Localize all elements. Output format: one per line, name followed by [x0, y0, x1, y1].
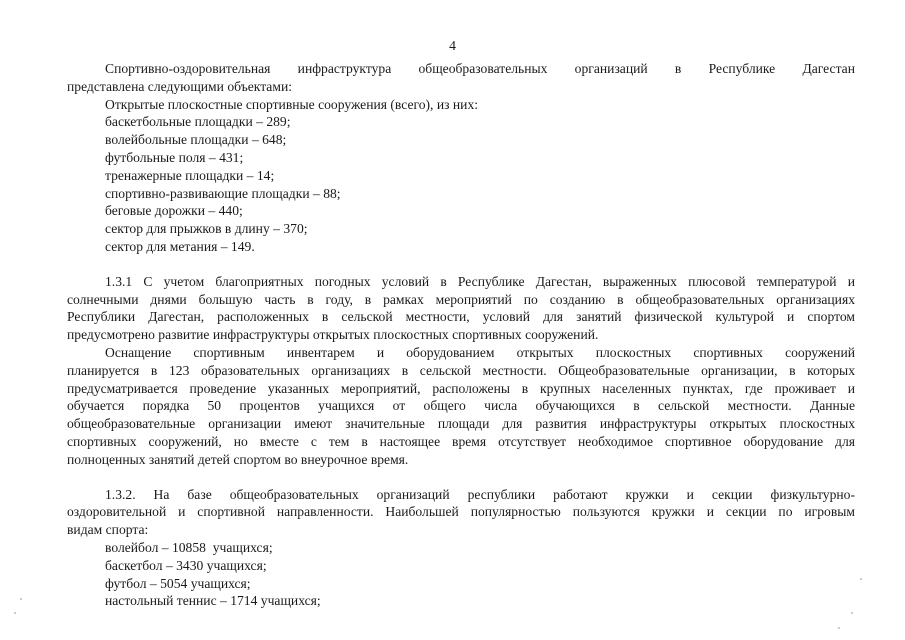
list-item: сектор для метания – 149.	[105, 238, 255, 254]
text-line: Оснащение спортивным инвентарем и оборудованием открытых плоскостных спортивных сооружений	[105, 344, 855, 360]
text-line: обучается порядка 50 процентов учащихся от общего числа обучающихся в сельской местности. Данные	[67, 398, 855, 414]
text-line: предусмотрено развитие инфраструктуры открытых плоскостных спортивных сооружений.	[67, 327, 599, 343]
text-line: общеобразовательные организации имеют значительные площади для развития инфраструктуры открытых плоскостных	[67, 416, 855, 432]
list-item: баскетбольные площадки – 289;	[105, 114, 291, 130]
section-1-3-1-paragraph-1	[67, 273, 855, 344]
list-item: сектор для прыжков в длину – 370;	[105, 221, 308, 237]
list-item: тренажерные площадки – 14;	[105, 167, 275, 183]
intro-paragraph	[67, 60, 855, 96]
list-item: волейбольные площадки – 648;	[105, 132, 287, 148]
text-line: 1.3.1 С учетом благоприятных погодных условий в Республике Дагестан, выраженных плюсовой температурой и	[105, 273, 855, 289]
text-line: планируется в 123 образовательных организациях в сельской местности. Общеобразовательные организации, в которых	[67, 362, 855, 378]
scan-speck	[20, 598, 22, 600]
scan-speck	[838, 627, 840, 629]
text-line: видам спорта:	[67, 522, 149, 538]
text-line: солнечными днями большую часть в году, в рамках мероприятий по созданию в общеобразовательных организациях	[67, 291, 855, 307]
text-line: предусматривается проведение указанных мероприятий, расположены в крупных населенных пунктах, где проживает и	[67, 380, 855, 396]
text-line: представлена следующими объектами:	[67, 78, 292, 94]
scan-speck	[14, 612, 16, 614]
list-item: настольный теннис – 1714 учащихся;	[105, 593, 321, 609]
text-line: оздоровительной и спортивной направленности. Наибольшей популярностью пользуются кружки и секции по игровым	[67, 504, 855, 520]
list-title: Открытые плоскостные спортивные сооружения (всего), из них:	[105, 96, 479, 112]
list-item: волейбол – 10858 учащихся;	[105, 539, 273, 555]
document-body	[67, 60, 855, 610]
list-item: баскетбол – 3430 учащихся;	[105, 557, 267, 573]
list-item: спортивно-развивающие площадки – 88;	[105, 185, 341, 201]
scan-speck	[851, 612, 853, 614]
list-item: футбол – 5054 учащихся;	[105, 575, 251, 591]
page-number: 4	[449, 38, 456, 53]
facility-list	[67, 113, 855, 255]
list-item: беговые дорожки – 440;	[105, 203, 243, 219]
scan-speck	[860, 578, 862, 580]
sport-sections-list	[67, 539, 855, 610]
list-item: футбольные поля – 431;	[105, 149, 244, 165]
section-1-3-1-paragraph-2	[67, 344, 855, 469]
section-1-3-2-paragraph	[67, 486, 855, 539]
text-line: 1.3.2. На базе общеобразовательных организаций республики работают кружки и секции физкультурно-	[105, 486, 855, 502]
text-line: полноценных занятий детей спортом во внеурочное время.	[67, 451, 409, 467]
text-line: спортивных сооружений, но вместе с тем в настоящее время отсутствует необходимое спортивное оборудование для	[67, 433, 855, 449]
text-line: Республики Дагестан, расположенных в сельской местности, условий для занятий физической культурой и спортом	[67, 309, 855, 325]
text-line: Спортивно-оздоровительная инфраструктура общеобразовательных организаций в Республике Дагестан	[105, 61, 855, 76]
